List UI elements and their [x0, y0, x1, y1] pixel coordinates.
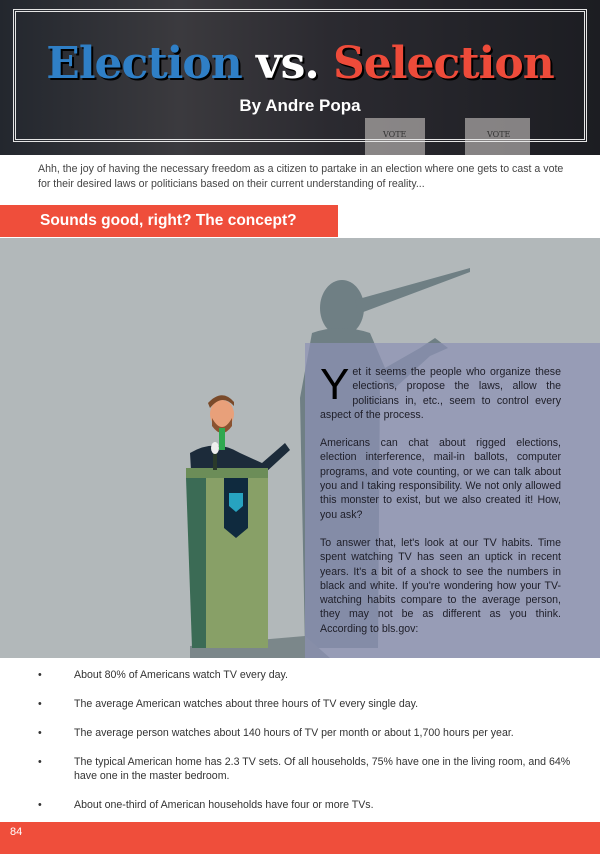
- bullet-icon: •: [38, 756, 42, 768]
- list-item: [38, 798, 578, 812]
- vote-sign: VOTE: [487, 130, 511, 139]
- title-selection: Selection: [333, 38, 554, 89]
- page-footer: [0, 822, 600, 854]
- bullet-icon: •: [38, 669, 42, 681]
- bullet-icon: •: [38, 698, 42, 710]
- list-item-text: The average American watches about three hours of TV every single day.: [74, 698, 419, 710]
- illustration-section: [0, 238, 600, 658]
- bullet-icon: •: [38, 727, 42, 739]
- list-item-text: The typical American home has 2.3 TV sets. Of all households, 75% have one in the living room, and 64% have one in the master bedroom.: [74, 756, 571, 782]
- stats-list: [38, 668, 578, 827]
- title-election: Election: [46, 38, 242, 89]
- list-item: [38, 755, 578, 783]
- page-number: 84: [10, 826, 23, 838]
- section-banner: [0, 205, 338, 237]
- list-item-text: About 80% of Americans watch TV every day.: [74, 669, 288, 681]
- article-text-box: [305, 343, 600, 658]
- banner-text: Sounds good, right? The concept?: [40, 212, 297, 229]
- bullet-icon: •: [38, 799, 42, 811]
- paragraph-2: Americans can chat about rigged elections, election interference, mail-in ballots, computer programs, and vote counting, or we can talk about you and I taking responsibility. We not only allowed this monster to exist, but we also created it! How, you ask?: [320, 437, 561, 521]
- intro-paragraph: Ahh, the joy of having the necessary freedom as a citizen to partake in an election where one gets to cast a vote for their desired laws or politicians based on their current understanding of reality...: [38, 163, 564, 190]
- paragraph-1: [320, 360, 561, 422]
- byline: By Andre Popa: [239, 96, 361, 115]
- drop-cap: Y: [320, 360, 350, 409]
- header-hero: [0, 0, 600, 155]
- list-item: [38, 668, 578, 682]
- paragraph-1-text: et it seems the people who organize these elections, propose the laws, allow the politicians in, etc., seem to control every aspect of the process.: [320, 366, 561, 421]
- vote-sign: VOTE: [383, 130, 407, 139]
- page-title: [0, 38, 600, 90]
- title-vs: vs.: [256, 38, 319, 89]
- list-item: [38, 726, 578, 740]
- list-item: [38, 697, 578, 711]
- list-item-text: About one-third of American households have four or more TVs.: [74, 799, 374, 811]
- speaker-icon: [186, 395, 290, 648]
- paragraph-3: To answer that, let's look at our TV habits. Time spent watching TV has seen an uptick in recent years. It's a bit of a shock to see the numbers in black and white. If you're wondering how your TV-watching habits compare to the average person, they may not be as different as you think. According to bls.gov:: [320, 536, 561, 635]
- list-item-text: The average person watches about 140 hours of TV per month or about 1,700 hours per year.: [74, 727, 514, 739]
